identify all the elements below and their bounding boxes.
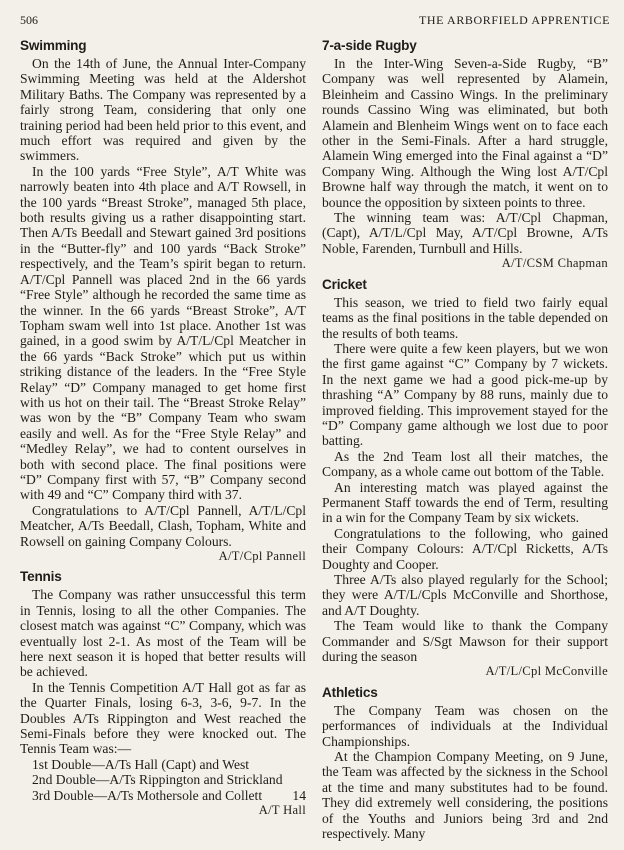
paragraph: The winning team was: A/T/Cpl Chapman, (Capt), A/T/L/Cpl May, A/T/Cpl Browne, A/Ts Noble, Farenden, Turnbull and Hills. — [322, 210, 608, 256]
paragraph: Three A/Ts also played regularly for the School; they were A/T/L/Cpls McConville and Shorthose, and A/T Doughty. — [322, 572, 608, 618]
paragraph: The Company Team was chosen on the performances of individuals at the Individual Championships. — [322, 702, 608, 749]
paragraph: The Team would like to thank the Company Commander and S/Sgt Mawson for their support during the season — [322, 618, 608, 665]
section-heading: Athletics — [322, 684, 378, 700]
paragraph: Congratulations to the following, who gained their Company Colours: A/T/Cpl Ricketts, A/Ts Doughty and Cooper. — [322, 525, 608, 572]
page-header — [20, 12, 610, 28]
list-item: 3rd Double—A/Ts Mothersole and Collett 14 — [32, 787, 306, 803]
paragraph: There were quite a few keen players, but we won the first game against “C” Company by 7 wickets. In the next game we had a good pick-me-up by thrashing “A” Company by 88 runs, mainly due to improved fielding. This improvement stayed for the “D” Company game although we lost due to poor batting. — [322, 340, 608, 449]
athletics-section — [322, 685, 608, 842]
section-heading: 7-a-side Rugby — [322, 38, 417, 53]
paragraph: At the Champion Company Meeting, on 9 June, the Team was affected by the sickness in the School at the time and many substitutes had to be found. They did extremely well considering, the positions of the Youths and Juniors being 3rd and 2nd respectively. Many — [322, 749, 608, 842]
paragraph: An interesting match was played against the Permanent Staff towards the end of Term, resulting in a win for the Company Team by six wickets. — [322, 479, 608, 526]
author-signature: A/T/CSM Chapman — [501, 256, 608, 271]
page-number: 506 — [20, 13, 38, 27]
tennis-section — [20, 569, 306, 818]
section-heading: Swimming — [20, 38, 87, 53]
list-item: 1st Double—A/Ts Hall (Capt) and West — [32, 756, 250, 772]
paragraph: This season, we tried to field two fairly equal teams as the final positions in the table depended on the results of both teams. — [322, 294, 608, 341]
running-title: THE ARBORFIELD APPRENTICE — [418, 13, 610, 27]
author-signature: A/T Hall — [258, 803, 306, 818]
section-heading: Tennis — [20, 569, 62, 585]
paragraph: In the Inter-Wing Seven-a-Side Rugby, “B” Company was well represented by Alamein, Bleinheim and Cassino Wings. In the preliminary rounds Cassino Wing was eliminated, but both Alamein and Blenheim Wings went on to face each other in the Semi-Finals. After a hard struggle, Alamein Wing emerged into the Final against a “D” Company Wing. Although the Wing lost A/T/Cpl Browne half way through the match, it went on to bounce the opposition by sixteen points to three. — [322, 56, 608, 210]
paragraph: As the 2nd Team lost all their matches, the Company, as a whole came out bottom of the Table. — [322, 448, 608, 480]
paragraph: The Company was rather unsuccessful this term in Tennis, losing to all the other Companies. The closest match was against “C” Company, which was eventually lost 2-1. As most of the Team will be here next season it is hoped that better results will be achieved. — [20, 587, 306, 680]
section-heading: Cricket — [322, 276, 367, 292]
paragraph: In the Tennis Competition A/T Hall got as far as the Quarter Finals, losing 6-3, 3-6, 9-7. In the Doubles A/Ts Rippington and West reached the Semi-Finals before they were knocked out. The Tennis Team was:— — [20, 679, 306, 757]
author-signature: A/T/L/Cpl McConville — [485, 664, 608, 679]
author-signature: A/T/Cpl Pannell — [218, 549, 306, 563]
rugby-section — [322, 38, 608, 272]
paragraph: Congratulations to A/T/Cpl Pannell, A/T/L/Cpl Meatcher, A/Ts Beedall, Clash, Topham, White and Rowsell on gaining Company Colours. — [20, 502, 306, 549]
paragraph: On the 14th of June, the Annual Inter-Company Swimming Meeting was held at the Aldershot Military Baths. The Company was represented by a fairly strong Team, considering that only one training period had been held prior to this event, and much effort was required and given by the swimmers. — [20, 56, 306, 164]
swimming-section — [20, 38, 306, 564]
right-column — [322, 38, 608, 842]
cricket-section — [322, 277, 608, 680]
left-column — [20, 38, 306, 819]
list-item: 2nd Double—A/Ts Rippington and Strickland — [32, 772, 283, 788]
paragraph: In the 100 yards “Free Style”, A/T White was narrowly beaten into 4th place and A/T Rowsell, in the 100 yards “Breast Stroke”, managed 5th place, both results giving us a rather disappointing start. Then A/Ts Beedall and Stewart gained 3rd positions in the “Butter-fly” and 100 yards “Back Stroke” respectively, and the Team’s spirit began to return. A/T/Cpl Pannell was placed 2nd in the 66 yards “Free Style” although he recorded the same time as the winner. In the 66 yards “Breast Stroke”, A/T Topham swam well into 1st place. Another 1st was gained, in a good swim by A/T/L/Cpl Meatcher in the 66 yards “Back Stroke” which put us within striking distance of the leaders. In the “Free Style Relay” “D” Company managed to get home first with us hot on their tail. The “Breast Stroke Relay” was won by the “B” Company Team who swam easily and well. As for the “Free Style Relay” and “Medley Relay”, we had to content ourselves in both with second place. The final positions were “D” Company first with 57, “B” Company second with 49 and “C” Company third with 37. — [20, 163, 306, 503]
list-item-number: 14 — [292, 787, 306, 803]
